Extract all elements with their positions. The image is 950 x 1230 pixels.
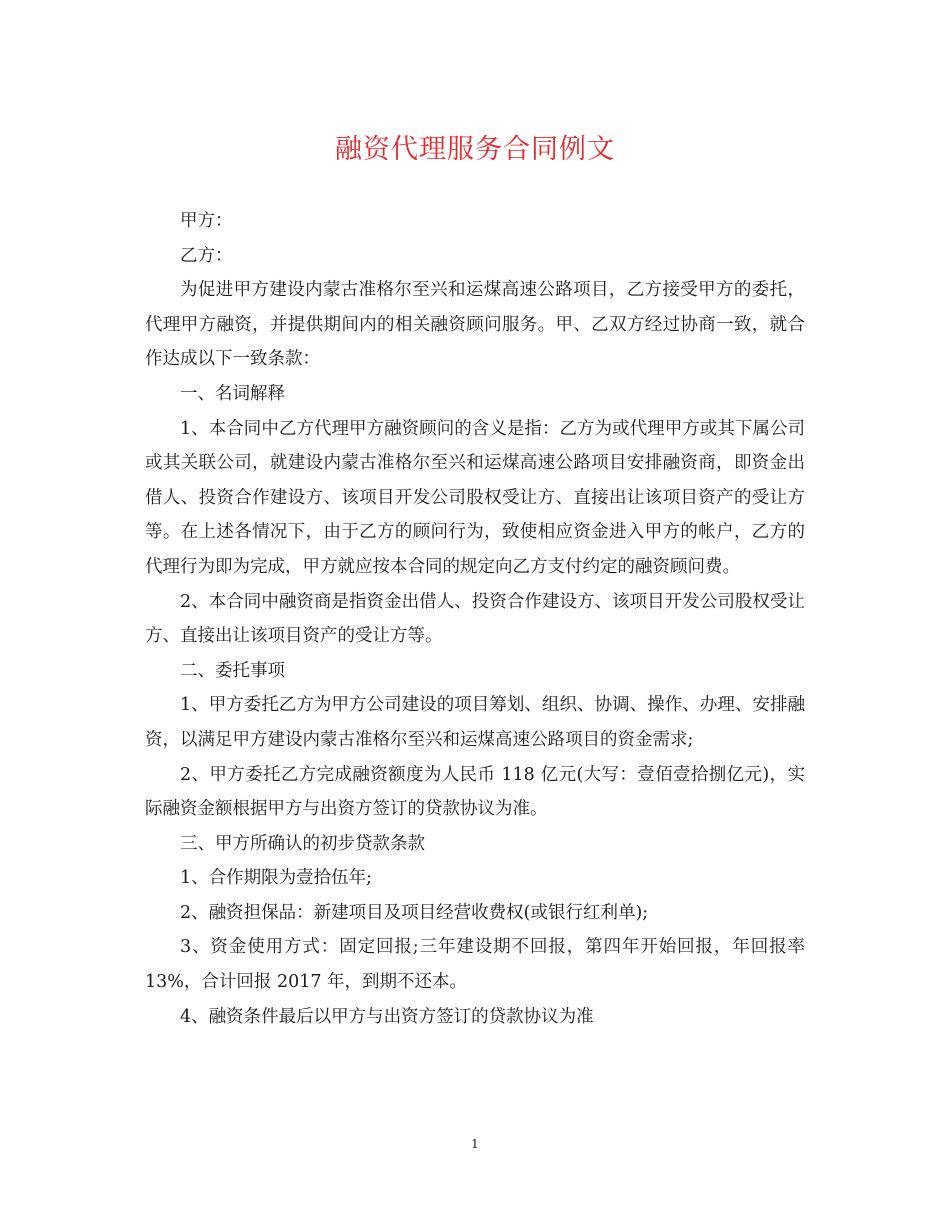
clause-3-2: 2、融资担保品：新建项目及项目经营收费权(或银行红利单); (180, 902, 649, 923)
section-heading-definitions: 一、名词解释 (180, 383, 285, 404)
clause-1-2: 2、本合同中融资商是指资金出借人、投资合作建设方、该项目开发公司股权受让方、直接出让该项目资产的受让方等。 (145, 591, 805, 647)
preamble-paragraph: 为促进甲方建设内蒙古准格尔至兴和运煤高速公路项目，乙方接受甲方的委托，代理甲方融资，并提供期间内的相关融资顾问服务。甲、乙双方经过协商一致，就合作达成以下一致条款： (145, 280, 805, 370)
section-heading-loan-terms: 三、甲方所确认的初步贷款条款 (180, 833, 425, 854)
section-heading-entrusted-matters: 二、委托事项 (180, 660, 285, 681)
document-title: 融资代理服务合同例文 (335, 134, 615, 165)
clause-3-4: 4、融资条件最后以甲方与出资方签订的贷款协议为准 (180, 1006, 594, 1027)
party-b-line: 乙方： (180, 245, 233, 266)
document-body (145, 204, 805, 1034)
clause-1-1: 1、本合同中乙方代理甲方融资顾问的含义是指：乙方为或代理甲方或其下属公司或其关联公司，就建设内蒙古准格尔至兴和运煤高速公路项目安排融资商，即资金出借人、投资合作建设方、该项目开发公司股权受让方、直接出让该项目资产的受让方等。在上述各情况下，由于乙方的顾问行为，致使相应资金进入甲方的帐户，乙方的代理行为即为完成，甲方就应按本合同的规定向乙方支付约定的融资顾问费。 (145, 418, 805, 577)
party-a-line: 甲方： (180, 211, 233, 231)
clause-3-1: 1、合作期限为壹拾伍年; (180, 868, 373, 889)
page-number: 1 (471, 1137, 479, 1151)
clause-2-2: 2、甲方委托乙方完成融资额度为人民币 118 亿元(大写：壹佰壹拾捌亿元)，实际融资金额根据甲方与出资方签订的贷款协议为准。 (145, 764, 805, 820)
clause-2-1: 1、甲方委托乙方为甲方公司建设的项目筹划、组织、协调、操作、办理、安排融资，以满足甲方建设内蒙古准格尔至兴和运煤高速公路项目的资金需求; (145, 695, 805, 750)
clause-3-3: 3、资金使用方式：固定回报;三年建设期不回报，第四年开始回报，年回报率 13%，合计回报 2017 年，到期不还本。 (145, 937, 805, 993)
